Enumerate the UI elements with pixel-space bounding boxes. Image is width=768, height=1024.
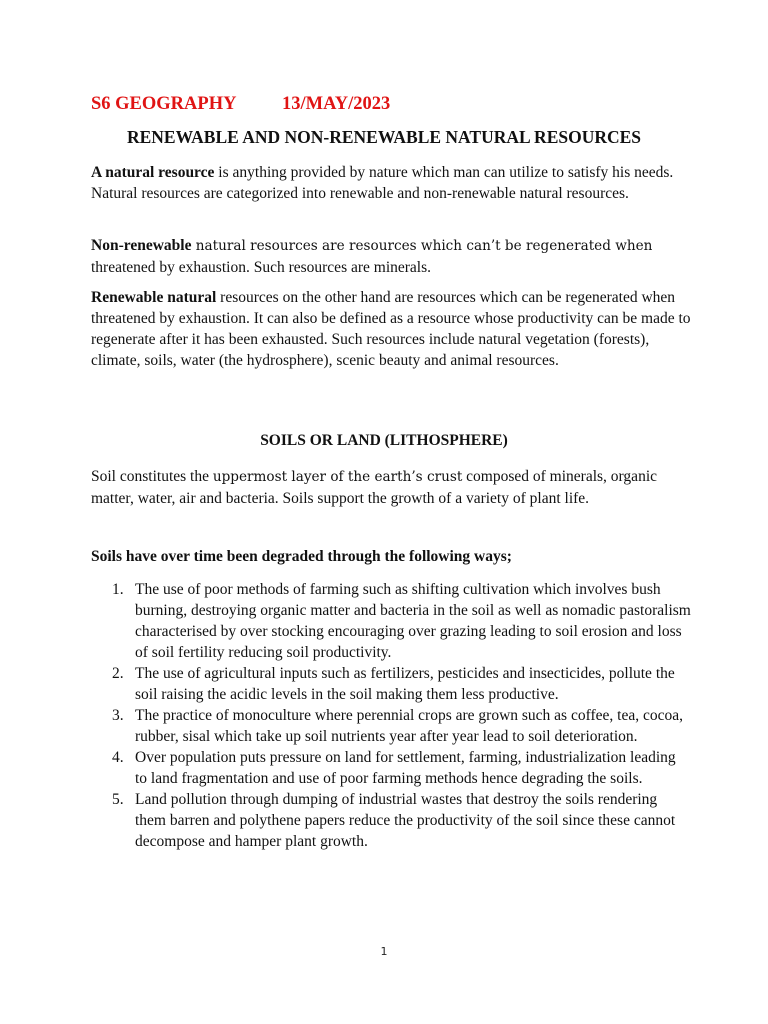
paragraph-natural-resource [91, 162, 691, 204]
term-natural-resource: A natural resource [91, 164, 215, 181]
document-header [91, 94, 391, 115]
list-item-text: The use of poor methods of farming such as shifting cultivation which involves bush burning, destroying organic matter and bacteria in the soil as well as nomadic pastoralism characterised by over stocking encouraging over grazing leading to soil erosion and loss of soil fertility reducing soil productivity. [135, 581, 691, 661]
soil-intro-start: Soil constitutes the [91, 468, 213, 485]
list-item [91, 579, 691, 663]
degradation-subheading: Soils have over time been degraded through the following ways; [91, 548, 512, 565]
soil-intro-highlight: uppermost layer of the earth’s crust [212, 469, 463, 485]
list-item-number: 3. [112, 707, 124, 724]
list-item-text: The practice of monoculture where perennial crops are grown such as coffee, tea, cocoa, rubber, sisal which take up soil nutrients year after year lead to soil deterioration. [135, 707, 683, 745]
date-label: 13/MAY/2023 [282, 94, 391, 114]
list-item-text: Land pollution through dumping of industrial wastes that destroy the soils rendering them barren and polythene papers reduce the productivity of the soil since these cannot decompose and hamper plant growth. [135, 791, 676, 850]
list-item-text: The use of agricultural inputs such as fertilizers, pesticides and insecticides, pollute the soil raising the acidic levels in the soil making them less productive. [135, 665, 675, 703]
definition-renewable: resources on the other hand are resources which can be regenerated when threatened by exhaustion. It can also be defined as a resource whose productivity can be made to regenerate after it has been exhausted. Such resources include natural vegetation (forests), climate, soils, water (the hydrosphere), scenic beauty and animal resources. [91, 289, 691, 369]
list-item [91, 705, 691, 747]
paragraph-soil-intro [91, 466, 691, 509]
list-item [91, 747, 691, 789]
list-item-number: 4. [112, 749, 124, 766]
subject-label: S6 GEOGRAPHY [91, 94, 237, 114]
paragraph-non-renewable [91, 235, 691, 278]
list-item [91, 789, 691, 852]
term-renewable: Renewable natural [91, 289, 217, 306]
list-item-number: 5. [112, 791, 124, 808]
list-item-text: Over population puts pressure on land for settlement, farming, industrialization leading to land fragmentation and use of poor farming methods hence degrading the soils. [135, 749, 676, 787]
page-title: RENEWABLE AND NON-RENEWABLE NATURAL RESOURCES [126, 127, 642, 147]
definition-non-renewable-part1: natural resources are resources which can’t be regenerated when [191, 238, 653, 254]
paragraph-renewable [91, 287, 691, 371]
term-non-renewable: Non-renewable [91, 237, 192, 254]
section-heading-soils: SOILS OR LAND (LITHOSPHERE) [260, 432, 508, 449]
page-number: 1 [380, 945, 388, 958]
definition-non-renewable-part2: threatened by exhaustion. Such resources are minerals. [91, 259, 432, 276]
list-item-number: 2. [112, 665, 124, 682]
degradation-list [91, 579, 691, 852]
list-item [91, 663, 691, 705]
list-item-number: 1. [112, 581, 124, 598]
soil-intro-end: composed of minerals, organic matter, water, air and bacteria. Soils support the growth of a variety of plant life. [91, 468, 658, 507]
definition-natural-resource: is anything provided by nature which man can utilize to satisfy his needs. Natural resources are categorized into renewable and non-renewable natural resources. [91, 164, 674, 202]
